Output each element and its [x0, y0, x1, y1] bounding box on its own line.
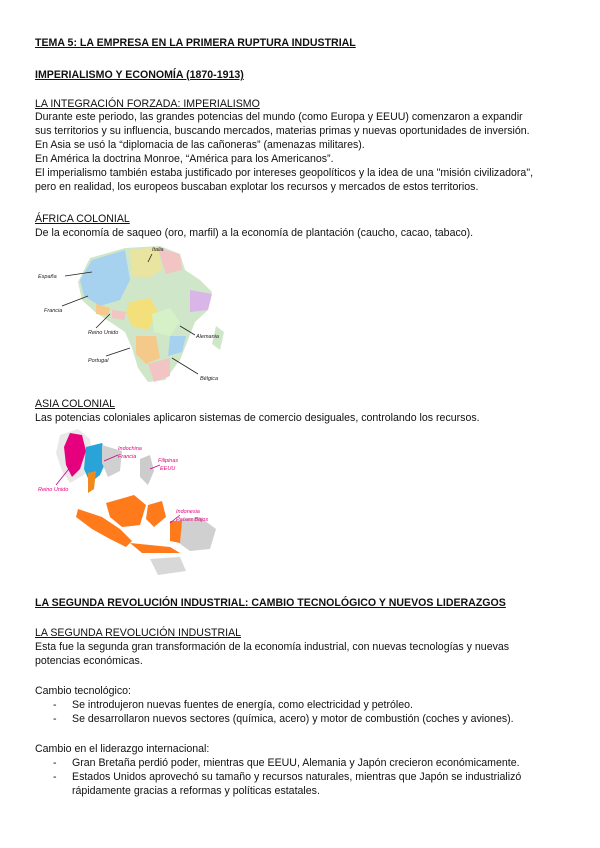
subheading-asia: ASIA COLONIAL	[35, 398, 116, 410]
paragraph-line: En Asia se usó la “diplomacia de las cañoneras” (amenazas militares).	[35, 139, 365, 151]
asia-label-filipinas: Filipinas	[158, 458, 179, 464]
africa-label-belgica: Bélgica	[200, 376, 219, 382]
paragraph-line: El imperialismo también estaba justificado por intereses geopolíticos y la idea de una "misión civilizadora",	[35, 167, 534, 179]
asia-text: Las potencias coloniales aplicaron sistemas de comercio desiguales, controlando los recursos.	[35, 412, 480, 424]
section-heading-second-revolution: LA SEGUNDA REVOLUCIÓN INDUSTRIAL: CAMBIO TECNOLÓGICO Y NUEVOS LIDERAZGOS	[35, 597, 506, 609]
asia-label-reino-unido: Reino Unido	[38, 487, 69, 493]
africa-text: De la economía de saqueo (oro, marfil) a la economía de plantación (caucho, cacao, tabaco).	[35, 227, 474, 239]
asia-label-eeuu: EEUU	[160, 466, 176, 472]
leadership-change-label: Cambio en el liderazgo internacional:	[35, 743, 210, 755]
list-item: Se desarrollaron nuevos sectores (química, acero) y motor de combustión (coches y aviones).	[72, 713, 514, 725]
list-item: Estados Unidos aprovechó su tamaño y recursos naturales, mientras que Japón se industrializó rápidamente gracias a reformas y políticas estatales.	[72, 771, 522, 797]
tech-change-label: Cambio tecnológico:	[35, 685, 131, 697]
africa-label-alemania: Alemania	[196, 334, 219, 340]
asia-label-indochina: Indochina	[118, 446, 142, 452]
africa-label-italia: Italia	[152, 247, 164, 253]
asia-label-francia: Francia	[118, 454, 137, 460]
list-item: Gran Bretaña perdió poder, mientras que EEUU, Alemania y Japón crecieron económicamente.	[72, 757, 520, 769]
paragraph-line: Durante este periodo, las grandes potencias del mundo (como Europa y EEUU) comenzaron a expandir	[35, 111, 523, 123]
africa-colonial-map	[30, 240, 255, 390]
bullet-marker: -	[53, 699, 57, 711]
subheading-integration: LA INTEGRACIÓN FORZADA: IMPERIALISMO	[35, 98, 260, 110]
africa-label-francia: Francia	[44, 308, 63, 314]
paragraph-line: potencias económicas.	[35, 655, 143, 667]
africa-label-portugal: Portugal	[88, 358, 109, 364]
list-item: Se introdujeron nuevas fuentes de energía, como electricidad y petróleo.	[72, 699, 413, 711]
asia-label-paises-bajos: Países Bajos	[176, 517, 209, 523]
bullet-marker: -	[53, 713, 57, 725]
document-title: TEMA 5: LA EMPRESA EN LA PRIMERA RUPTURA INDUSTRIAL	[35, 37, 356, 49]
paragraph-line: sus territorios y su influencia, buscando mercados, materias primas y nuevas oportunidades de inversión.	[35, 125, 530, 137]
paragraph-line: En América la doctrina Monroe, “América para los Americanos”.	[35, 153, 334, 165]
section-heading-imperialism: IMPERIALISMO Y ECONOMÍA (1870-1913)	[35, 69, 244, 81]
bullet-marker: -	[53, 771, 57, 783]
paragraph-line: pero en realidad, los europeos buscaban explotar los recursos y mercados de estos territorios.	[35, 181, 479, 193]
africa-label-espana: España	[38, 274, 57, 280]
subheading-second-revolution: LA SEGUNDA REVOLUCIÓN INDUSTRIAL	[35, 627, 242, 639]
bullet-marker: -	[53, 757, 57, 769]
africa-label-reino-unido: Reino Unido	[88, 330, 119, 336]
subheading-africa: ÁFRICA COLONIAL	[35, 213, 130, 225]
asia-label-indonesia: Indonesia	[176, 509, 200, 515]
paragraph-line: Esta fue la segunda gran transformación de la economía industrial, con nuevas tecnologías y nuevas	[35, 641, 510, 653]
asia-colonial-map	[30, 425, 225, 580]
